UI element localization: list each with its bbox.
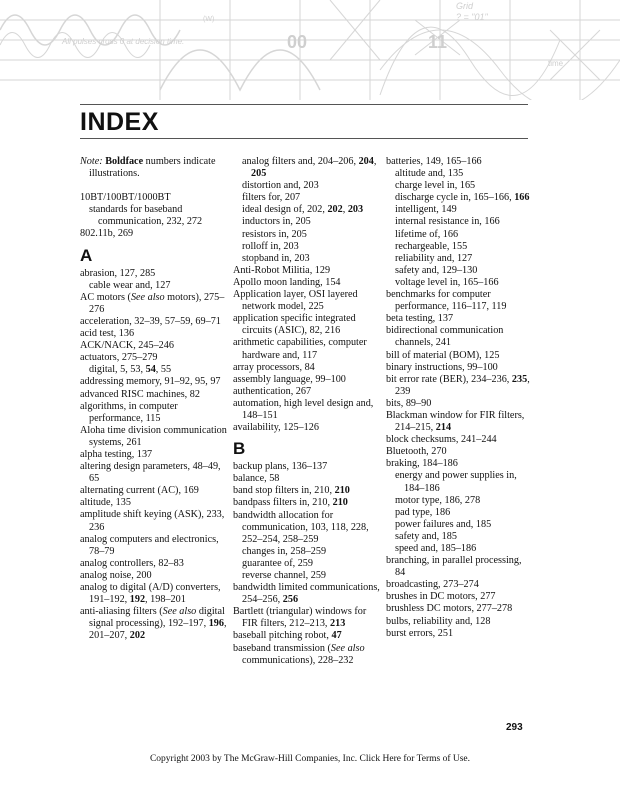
- index-subentry: changes in, 258–259: [242, 545, 327, 557]
- index-subentry: safety and, 185: [395, 530, 457, 542]
- header-illustration: [0, 0, 620, 100]
- index-subentry: inductors in, 205: [242, 216, 311, 228]
- section-letter-a: A: [80, 245, 93, 265]
- index-entry: array processors, 84: [233, 361, 315, 373]
- index-subentry: discharge cycle in, 165–166, 166: [395, 192, 530, 204]
- index-entry: Apollo moon landing, 154: [233, 276, 341, 288]
- index-entry: automation, high level design and, 148–151: [233, 397, 374, 421]
- banner-grid-label: Grid: [456, 1, 474, 11]
- index-entry: bit error rate (BER), 234–236, 235, 239: [386, 373, 530, 397]
- page-title: INDEX: [80, 108, 159, 136]
- index-entry: authentication, 267: [233, 385, 312, 397]
- copyright-footer[interactable]: Copyright 2003 by The McGraw-Hill Companies, Inc. Click Here for Terms of Use.: [149, 754, 471, 764]
- banner-caption: All pulses cross 0 at decision time.: [62, 37, 185, 46]
- index-entry: analog to digital (A/D) converters, 191–192, 192, 198–201: [80, 582, 221, 606]
- index-entry: Blackman window for FIR filters, 214–215, 214: [386, 409, 525, 434]
- index-subentry: cable wear and, 127: [89, 279, 171, 291]
- index-subentry: pad type, 186: [395, 506, 451, 518]
- index-subentry: rechargeable, 155: [395, 240, 468, 252]
- index-entry: Anti-Robot Militia, 129: [233, 264, 331, 276]
- index-entry: alpha testing, 137: [80, 448, 153, 460]
- index-subentry: resistors in, 205: [242, 228, 307, 240]
- banner-bit-label: ? = "01": [456, 12, 488, 22]
- index-subentry: energy and power supplies in, 184–186: [395, 470, 517, 494]
- index-entry: benchmarks for computer performance, 116–117, 119: [386, 289, 507, 313]
- banner-w-label: (W): [203, 16, 215, 23]
- index-entry: bidirectional communication channels, 241: [386, 325, 504, 349]
- index-entry: altitude, 135: [80, 497, 131, 509]
- waveform-graphic: [0, 0, 620, 100]
- index-entry: Application layer, OSI layered network model, 225: [233, 289, 358, 313]
- index-entry: batteries, 149, 165–166: [386, 156, 482, 167]
- banner-axis-label: time: [548, 59, 564, 68]
- index-entry: braking, 184–186: [386, 458, 458, 470]
- index-subentry: motor type, 186, 278: [395, 494, 481, 506]
- index-entry: acceleration, 32–39, 57–59, 69–71: [80, 315, 221, 327]
- index-entry: baseband transmission (See also communications), 228–232: [233, 642, 365, 666]
- banner-digits-right: 11: [428, 32, 448, 52]
- index-subentry: distortion and, 203: [242, 180, 319, 192]
- index-subentry: safety and, 129–130: [395, 264, 478, 276]
- index-entry: bill of material (BOM), 125: [386, 349, 500, 361]
- index-entry: backup plans, 136–137: [233, 461, 328, 473]
- index-entry: bits, 89–90: [386, 397, 432, 409]
- index-entry: Bartlett (triangular) windows for FIR filters, 212–213, 213: [233, 606, 367, 630]
- index-entry: block checksums, 241–244: [386, 434, 497, 446]
- index-subentry: speed and, 185–186: [395, 543, 477, 554]
- index-entry: altering design parameters, 48–49, 65: [80, 461, 221, 485]
- index-subentry: stopband in, 203: [242, 252, 310, 264]
- index-entry: Bluetooth, 270: [386, 446, 447, 458]
- section-letter-b: B: [233, 439, 246, 459]
- index-entry: ACK/NACK, 245–246: [80, 340, 174, 352]
- index-column-2: [233, 156, 383, 667]
- index-entry: balance, 58: [233, 473, 280, 485]
- index-entry: binary instructions, 99–100: [386, 361, 498, 373]
- index-entry: Aloha time division communication systems, 261: [80, 424, 227, 448]
- index-entry: alternating current (AC), 169: [80, 485, 199, 497]
- index-entry: arithmetic capabilities, computer hardware and, 117: [233, 337, 367, 361]
- index-entry: brushless DC motors, 277–278: [386, 603, 513, 615]
- index-subentry: internal resistance in, 166: [395, 216, 500, 228]
- index-entry: availability, 125–126: [233, 422, 319, 434]
- title-rule-top: [80, 104, 528, 105]
- index-entry: bandpass filters in, 210, 210: [233, 497, 348, 509]
- index-entry: analog controllers, 82–83: [80, 557, 184, 569]
- index-entry: addressing memory, 91–92, 95, 97: [80, 376, 221, 388]
- index-subentry: digital, 5, 53, 54, 55: [89, 364, 172, 376]
- index-entry: abrasion, 127, 285: [80, 267, 156, 279]
- index-entry: bandwidth allocation for communication, 103, 118, 228, 252–254, 258–259: [233, 509, 369, 545]
- index-column-3: [386, 156, 531, 640]
- index-subentry: ideal design of, 202, 202, 203: [242, 204, 364, 216]
- index-entry: broadcasting, 273–274: [386, 579, 479, 591]
- index-entry: amplitude shift keying (ASK), 233, 236: [80, 509, 225, 533]
- index-entry: bulbs, reliability and, 128: [386, 615, 491, 627]
- index-entry: bandwidth limited communications, 254–256, 256: [233, 582, 380, 606]
- index-subentry: reverse channel, 259: [242, 570, 327, 581]
- index-entry: burst errors, 251: [386, 627, 454, 639]
- index-entry: assembly language, 99–100: [233, 373, 346, 385]
- index-entry: advanced RISC machines, 82: [80, 388, 200, 400]
- index-entry: brushes in DC motors, 277: [386, 591, 496, 603]
- index-subentry: altitude and, 135: [395, 168, 464, 180]
- index-entry: analog computers and electronics, 78–79: [80, 533, 219, 557]
- index-subentry: analog filters and, 204–206, 204, 205: [242, 156, 377, 180]
- index-entry: 802.11b, 269: [80, 228, 134, 240]
- index-entry: actuators, 275–279: [80, 352, 158, 364]
- index-entry: 10BT/100BT/1000BT: [80, 192, 171, 204]
- index-entry: algorithms, in computer performance, 115: [80, 400, 178, 424]
- index-entry: beta testing, 137: [386, 313, 454, 325]
- index-entry: acid test, 136: [80, 328, 135, 340]
- index-column-1: [80, 156, 230, 642]
- index-entry: AC motors (See also motors), 275–276: [80, 291, 225, 315]
- index-note: Note: Boldface numbers indicate illustrations.: [80, 156, 216, 180]
- index-entry: application specific integrated circuits (ASIC), 82, 216: [233, 313, 356, 337]
- index-subentry: filters for, 207: [242, 192, 301, 204]
- index-subentry: intelligent, 149: [395, 204, 457, 216]
- index-entry: band stop filters in, 210, 210: [233, 485, 350, 497]
- index-subentry: power failures and, 185: [395, 518, 492, 530]
- index-subentry: charge level in, 165: [395, 180, 476, 192]
- banner-digits-left: 00: [287, 32, 308, 52]
- index-subentry: standards for baseband communication, 232, 272: [89, 204, 203, 228]
- index-subentry: lifetime of, 166: [395, 228, 459, 240]
- index-entry: anti-aliasing filters (See also digital signal processing), 192–197, 196, 201–207, 202: [80, 606, 227, 642]
- index-subentry: guarantee of, 259: [242, 557, 313, 569]
- index-subentry: reliability and, 127: [395, 252, 473, 264]
- index-entry: analog noise, 200: [80, 569, 152, 581]
- index-subentry: voltage level in, 165–166: [395, 276, 499, 288]
- index-entry: branching, in parallel processing, 84: [386, 555, 522, 579]
- index-subentry: rolloff in, 203: [242, 240, 299, 252]
- page-number: 293: [506, 722, 523, 733]
- title-rule-bottom: [80, 138, 528, 139]
- index-entry: baseball pitching robot, 47: [233, 630, 342, 642]
